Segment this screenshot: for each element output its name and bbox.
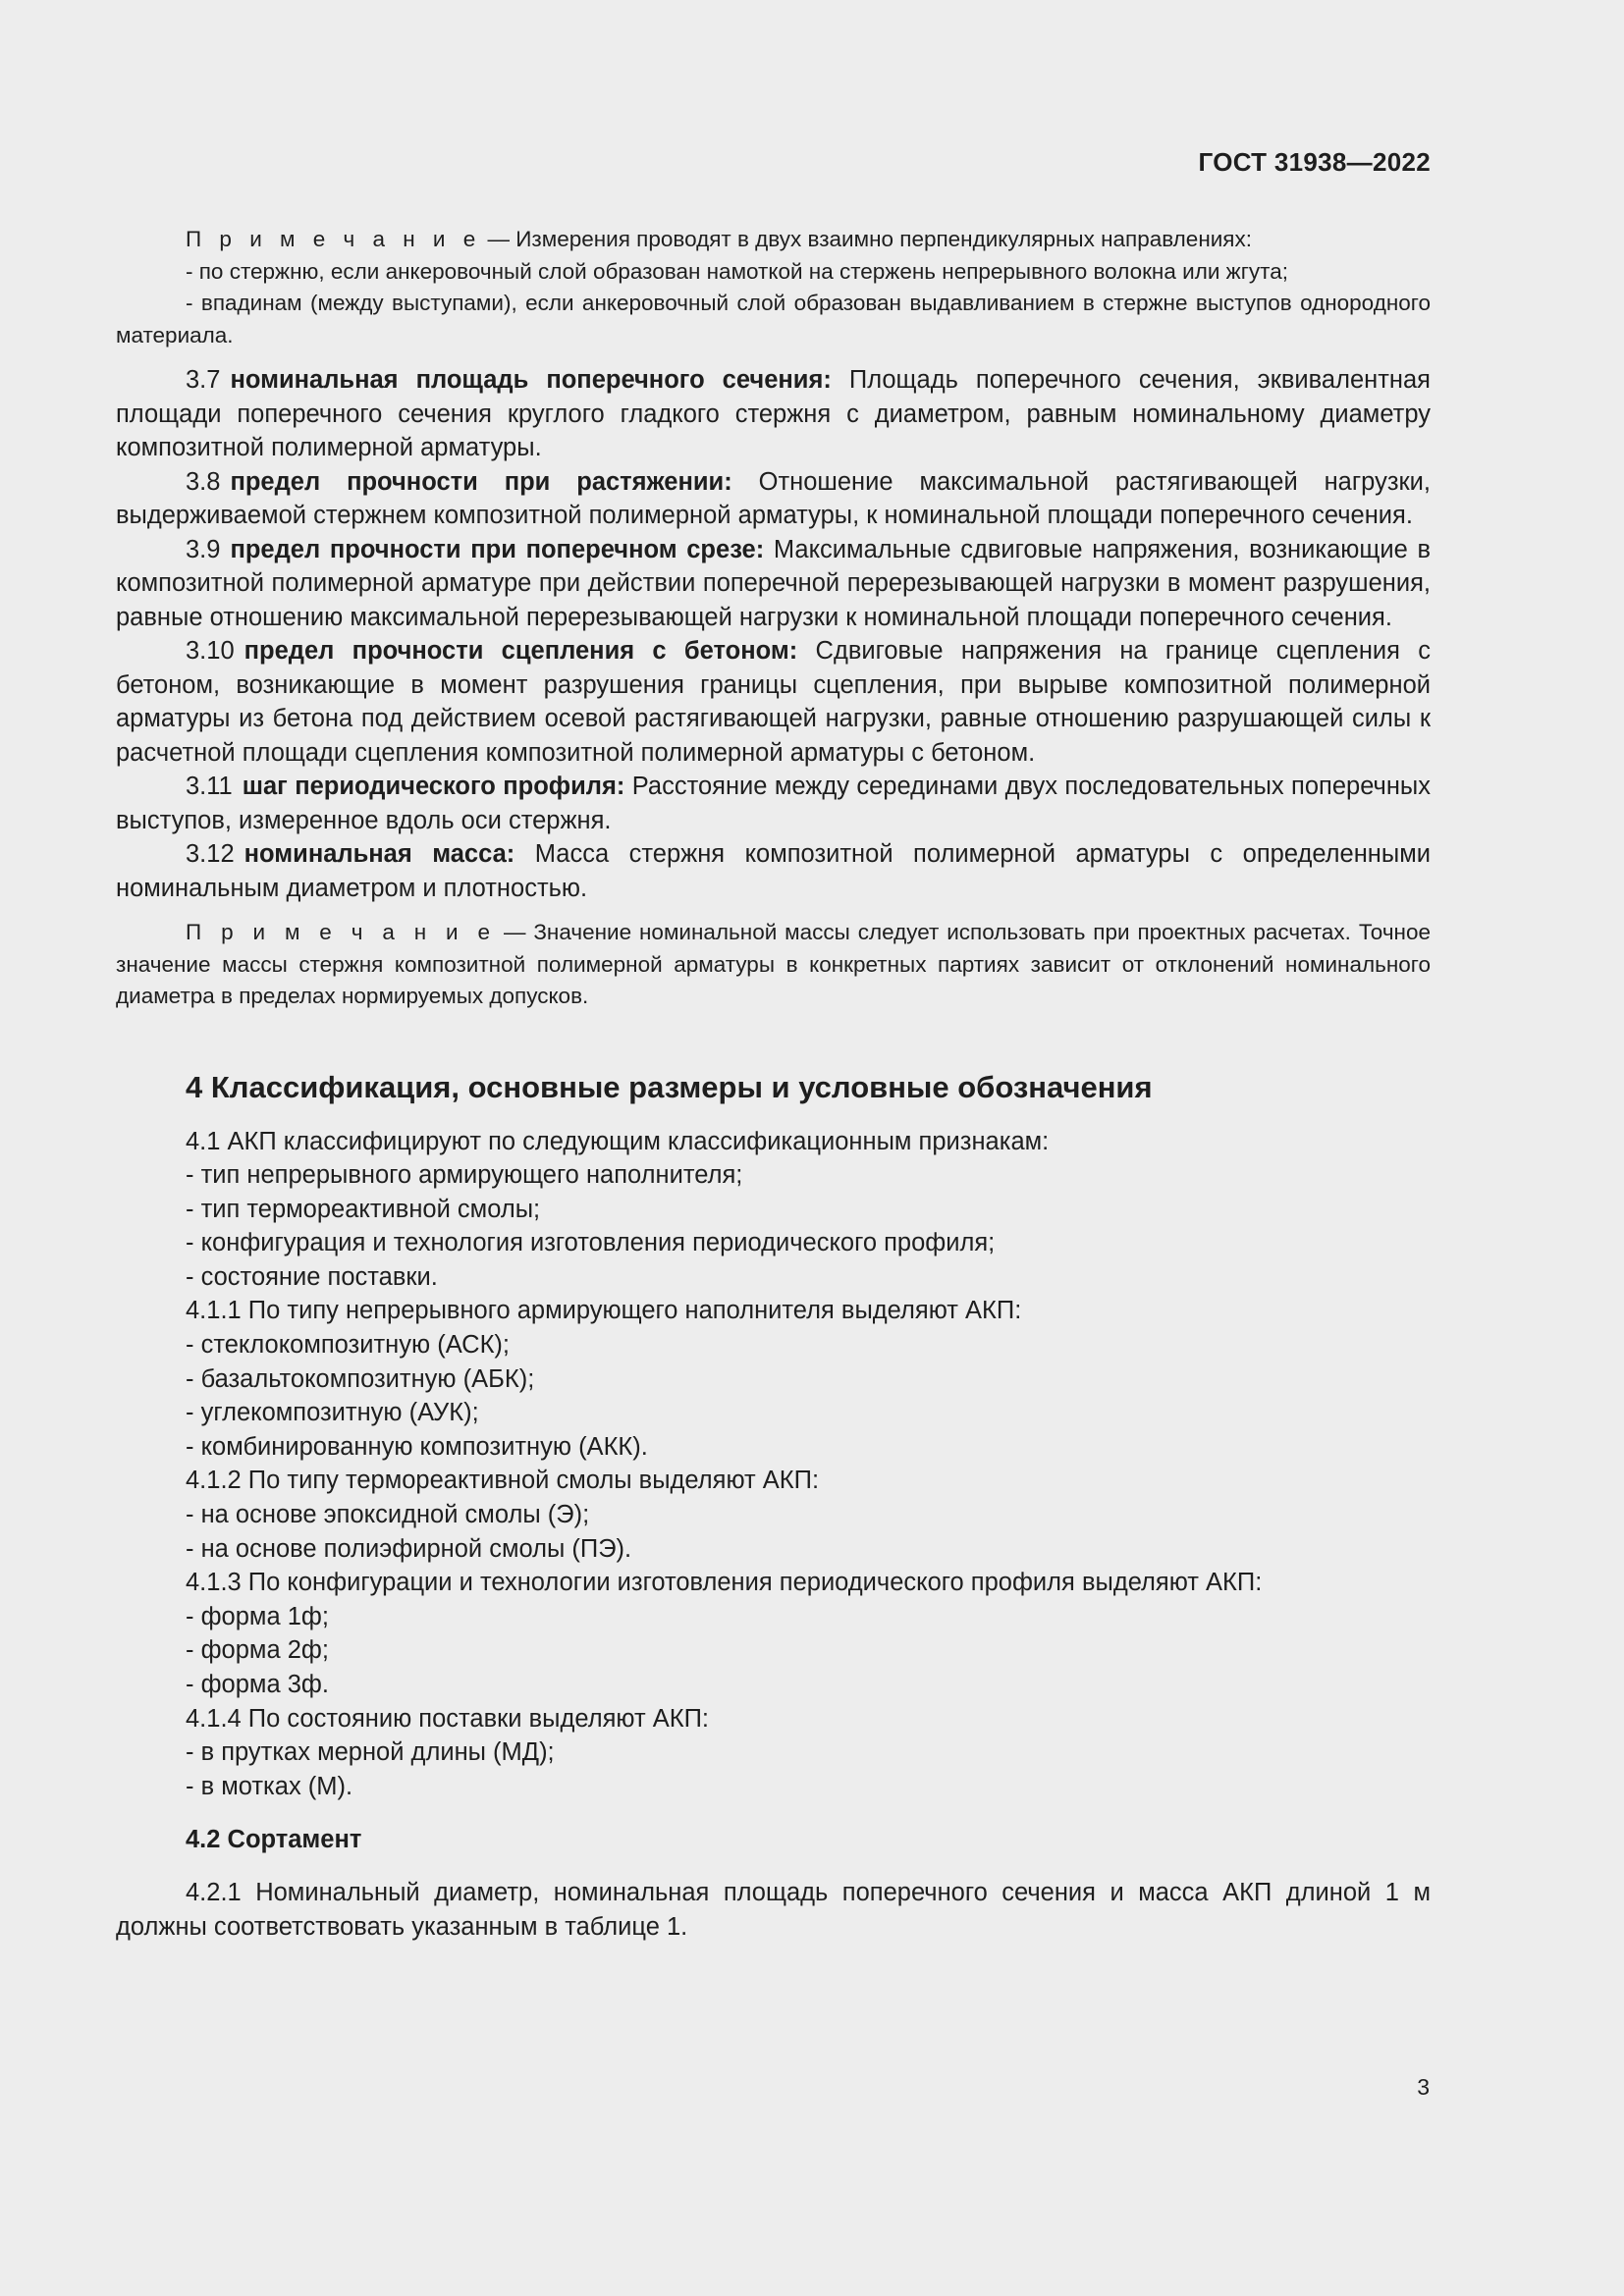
note-item: - впадинам (между выступами), если анкеровочный слой образован выдавливанием в стержне выступов однородного материала.: [116, 291, 1431, 347]
term-text: Максимальные сдвиговые напряжения, возникающие в композитной полимерной арматуре при действии поперечной перерезывающей нагрузки в момент разрушения, равные отношению максимальной перерезывающей нагрузки к номинальной площади поперечного сечения.: [116, 535, 1432, 631]
list-item: 4.1.2 По типу термореактивной смолы выделяют АКП:: [186, 1467, 820, 1495]
list-item: - стеклокомпозитную (АСК);: [186, 1331, 510, 1360]
note-label: П р и м е ч а н и е: [186, 920, 497, 944]
page-number: 3: [1417, 2074, 1430, 2100]
list-item: - форма 2ф;: [186, 1636, 329, 1665]
list-item: - на основе полиэфирной смолы (ПЭ).: [186, 1534, 632, 1563]
note-text: — Значение номинальной массы следует использовать при проектных расчетах. Точное значение массы стержня композитной полимерной арматуры в конкретных партиях зависит от отклонений номинального диаметра в пределах нормируемых допусков.: [116, 920, 1431, 1008]
paragraph-4-2-1: 4.2.1 Номинальный диаметр, номинальная площадь поперечного сечения и масса АКП длиной 1 м должны соответствовать указанным в таблице 1.: [116, 1879, 1431, 1941]
list-item: 4.1.3 По конфигурации и технологии изготовления периодического профиля выделяют АКП:: [186, 1569, 1263, 1597]
term-text: Отношение максимальной растягивающей нагрузки, выдерживаемой стержнем композитной полимерной арматуры, к номинальной площади поперечного сечения.: [116, 467, 1431, 529]
list-item: 4.1.1 По типу непрерывного армирующего наполнителя выделяют АКП:: [186, 1297, 1022, 1325]
note-label: П р и м е ч а н и е: [186, 227, 482, 251]
note-text: — Измерения проводят в двух взаимно перпендикулярных направлениях:: [481, 227, 1252, 251]
list-item: - форма 1ф;: [186, 1602, 329, 1630]
term-name: номинальная масса:: [244, 840, 515, 868]
list-item: - тип термореактивной смолы;: [186, 1195, 541, 1223]
list-item: - тип непрерывного армирующего наполнителя;: [186, 1161, 743, 1190]
page-content: [116, 224, 1431, 1944]
term-text: Масса стержня композитной полимерной арматуры с определенными номинальным диаметром и плотностью.: [116, 840, 1431, 902]
list-item: - базальтокомпозитную (АБК);: [186, 1364, 535, 1393]
term-text: Сдвиговые напряжения на границе сцепления с бетоном, возникающие в момент разрушения границы сцепления, при вырыве композитной полимерной арматуры из бетона под действием осевой растягивающей нагрузки, равные отношению разрушающей силы к расчетной площади сцепления композитной полимерной арматуры с бетоном.: [116, 637, 1431, 767]
list-item: - в мотках (М).: [186, 1772, 353, 1800]
list-item: - конфигурация и технология изготовления периодического профиля;: [186, 1229, 996, 1257]
term-number: 3.7: [186, 366, 221, 394]
term-text: Расстояние между серединами двух последовательных поперечных выступов, измеренное вдоль оси стержня.: [116, 773, 1431, 834]
subsection-heading: 4.2 Сортамент: [186, 1826, 362, 1854]
term-number: 3.10: [186, 637, 235, 665]
term-name: предел прочности при растяжении:: [230, 467, 732, 496]
classification-list: [116, 1125, 1431, 1804]
list-item: - углекомпозитную (АУК);: [186, 1399, 479, 1427]
term-name: шаг периодического профиля:: [242, 773, 625, 800]
term-definition: [116, 837, 1431, 905]
note-lead: [116, 224, 1431, 256]
term-text: Площадь поперечного сечения, эквивалентная площади поперечного сечения круглого гладкого стержня с диаметром, равным номинальному диаметру композитной полимерной арматуры.: [116, 366, 1431, 461]
list-item: - комбинированную композитную (АКК).: [186, 1432, 648, 1461]
note-lead: [116, 917, 1431, 1013]
document-header: ГОСТ 31938—2022: [1198, 147, 1431, 177]
list-item: - форма 3ф.: [186, 1671, 329, 1698]
section-heading: 4 Классификация, основные размеры и условные обозначения: [186, 1069, 1153, 1104]
term-definition: [116, 770, 1431, 837]
term-name: предел прочности при поперечном срезе:: [230, 535, 765, 563]
list-item: 4.1 АКП классифицируют по следующим классификационным признакам:: [186, 1127, 1050, 1155]
list-item: 4.1.4 По состоянию поставки выделяют АКП:: [186, 1704, 710, 1733]
term-definition: [116, 465, 1431, 533]
term-number: 3.8: [186, 467, 221, 496]
term-name: номинальная площадь поперечного сечения:: [230, 366, 832, 394]
list-item: - в прутках мерной длины (МД);: [186, 1738, 555, 1767]
term-number: 3.12: [186, 840, 235, 868]
term-number: 3.11: [186, 773, 233, 800]
term-definition: [116, 533, 1431, 635]
list-item: - состояние поставки.: [186, 1262, 438, 1291]
note-nominal-mass: [116, 917, 1431, 1013]
term-definition: [116, 363, 1431, 465]
term-definition: [116, 634, 1431, 770]
term-name: предел прочности сцепления с бетоном:: [244, 637, 798, 665]
list-item: - на основе эпоксидной смолы (Э);: [186, 1501, 590, 1529]
term-number: 3.9: [186, 535, 221, 563]
note-item: - по стержню, если анкеровочный слой образован намоткой на стержень непрерывного волокна или жгута;: [186, 258, 1288, 284]
note-measurements: [116, 224, 1431, 351]
